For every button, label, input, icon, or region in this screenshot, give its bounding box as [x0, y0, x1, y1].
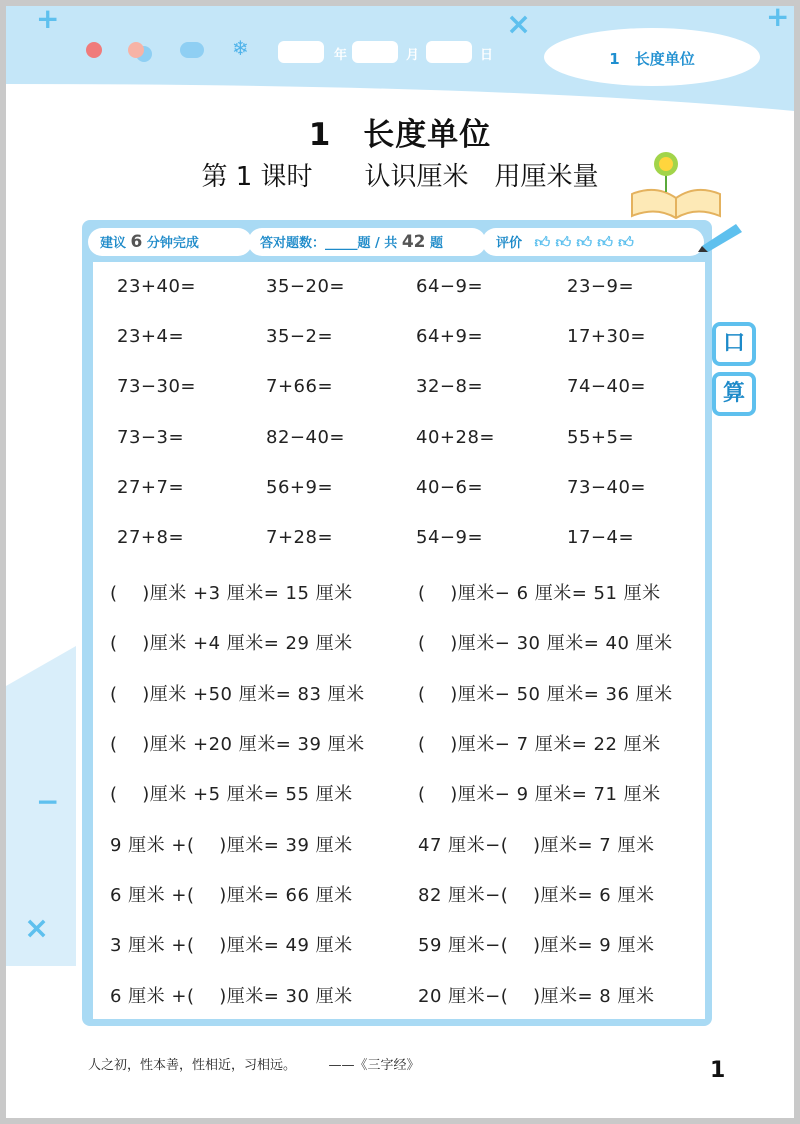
exercise-item: 74−40= [567, 376, 646, 397]
exercise-item: 7+28= [266, 527, 334, 548]
exercise-item: ( )厘米− 30 厘米= 40 厘米 [418, 633, 673, 654]
exercise-item: 55+5= [567, 427, 635, 448]
exercise-item: 82 厘米−( )厘米= 6 厘米 [418, 885, 655, 906]
exercise-item: 35−20= [266, 276, 345, 297]
page-number: 1 [710, 1058, 726, 1083]
exercise-item: ( )厘米− 9 厘米= 71 厘米 [418, 784, 661, 805]
lesson-subtitle: 第 1 课时 认识厘米 用厘米量 [201, 162, 599, 192]
side-tag-kou [712, 322, 756, 366]
exercise-item: 64−9= [416, 276, 484, 297]
exercise-item: ( )厘米 +5 厘米= 55 厘米 [110, 784, 353, 805]
month-label: 月 [406, 48, 420, 63]
exercise-item: 20 厘米−( )厘米= 8 厘米 [418, 986, 655, 1007]
exercise-item: 82−40= [266, 427, 345, 448]
exercise-item: 7+66= [266, 376, 334, 397]
exercise-item: ( )厘米 +50 厘米= 83 厘米 [110, 684, 365, 705]
exercise-item: ( )厘米− 7 厘米= 22 厘米 [418, 734, 661, 755]
exercise-item: 32−8= [416, 376, 484, 397]
exercise-item: 73−3= [117, 427, 185, 448]
suggest-minutes: 6 [130, 232, 143, 252]
weather-snow-icon: ❄ [232, 36, 249, 60]
month-field[interactable] [352, 41, 398, 63]
exercise-item: 3 厘米 +( )厘米= 49 厘米 [110, 935, 353, 956]
footer-quote: 人之初，性本善，性相近，习相远。 ——《三字经》 [88, 1058, 420, 1073]
side-tag-suan-label: 算 [722, 381, 745, 406]
score-counter [248, 228, 486, 256]
svg-text:−: − [36, 785, 60, 818]
weather-sunny-icon [86, 42, 102, 58]
year-field[interactable] [278, 41, 324, 63]
unit-ribbon [544, 28, 760, 86]
pencil-icon [696, 216, 748, 252]
svg-text:+: + [766, 6, 790, 33]
score-label: 答对题数：_____题 / 共 [260, 236, 398, 251]
svg-text:×: × [24, 911, 50, 946]
exercise-item: 59 厘米−( )厘米= 9 厘米 [418, 935, 655, 956]
workbook-page [6, 6, 794, 1118]
exercise-item: 54−9= [416, 527, 484, 548]
year-label: 年 [334, 48, 348, 63]
exercise-item: ( )厘米− 6 厘米= 51 厘米 [418, 583, 661, 604]
exercise-item: 17+30= [567, 326, 646, 347]
exercise-item: 56+9= [266, 477, 334, 498]
exercise-item: 64+9= [416, 326, 484, 347]
exercise-item: 23−9= [567, 276, 635, 297]
exercise-item: 23+4= [117, 326, 185, 347]
exercise-item: ( )厘米 +20 厘米= 39 厘米 [110, 734, 365, 755]
exercise-item: 17−4= [567, 527, 635, 548]
left-deco [6, 646, 96, 966]
day-field[interactable] [426, 41, 472, 63]
svg-text:+: + [36, 6, 60, 35]
exercise-item: 6 厘米 +( )厘米= 30 厘米 [110, 986, 353, 1007]
side-tag-kou-label: 口 [722, 331, 745, 356]
book-flower-icon [626, 146, 726, 222]
day-label: 日 [480, 48, 494, 63]
exercise-item: 40−6= [416, 477, 484, 498]
exercise-item: ( )厘米 +3 厘米= 15 厘米 [110, 583, 353, 604]
thumbs-up-icon[interactable]: 👍︎ 👍︎ 👍︎ 👍︎ 👍︎ [534, 233, 634, 251]
exercise-item: 9 厘米 +( )厘米= 39 厘米 [110, 835, 353, 856]
weather-rain-icon [180, 42, 204, 58]
exercise-item: ( )厘米− 50 厘米= 36 厘米 [418, 684, 673, 705]
svg-text:×: × [506, 7, 532, 42]
exercise-item: 40+28= [416, 427, 495, 448]
exercise-item: 73−30= [117, 376, 196, 397]
exercise-item: 27+7= [117, 477, 185, 498]
unit-ribbon-label: 1 长度单位 [609, 50, 695, 68]
rating-label: 评价 [496, 236, 523, 251]
exercise-item: 73−40= [567, 477, 646, 498]
rating-bar [482, 228, 704, 256]
weather-cloudy-icon [128, 42, 144, 58]
exercise-item: 6 厘米 +( )厘米= 66 厘米 [110, 885, 353, 906]
exercise-item: 47 厘米−( )厘米= 7 厘米 [418, 835, 655, 856]
score-total: 42 [401, 232, 426, 252]
exercise-item: 35−2= [266, 326, 334, 347]
page-title: 1 长度单位 [308, 117, 492, 153]
suggest-unit: 分钟完成 [146, 236, 199, 251]
exercise-item: ( )厘米 +4 厘米= 29 厘米 [110, 633, 353, 654]
time-suggestion [88, 228, 252, 256]
side-tag-suan [712, 372, 756, 416]
suggest-label: 建议 [100, 236, 127, 251]
exercise-item: 23+40= [117, 276, 196, 297]
exercise-item: 27+8= [117, 527, 185, 548]
score-unit: 题 [430, 236, 444, 251]
